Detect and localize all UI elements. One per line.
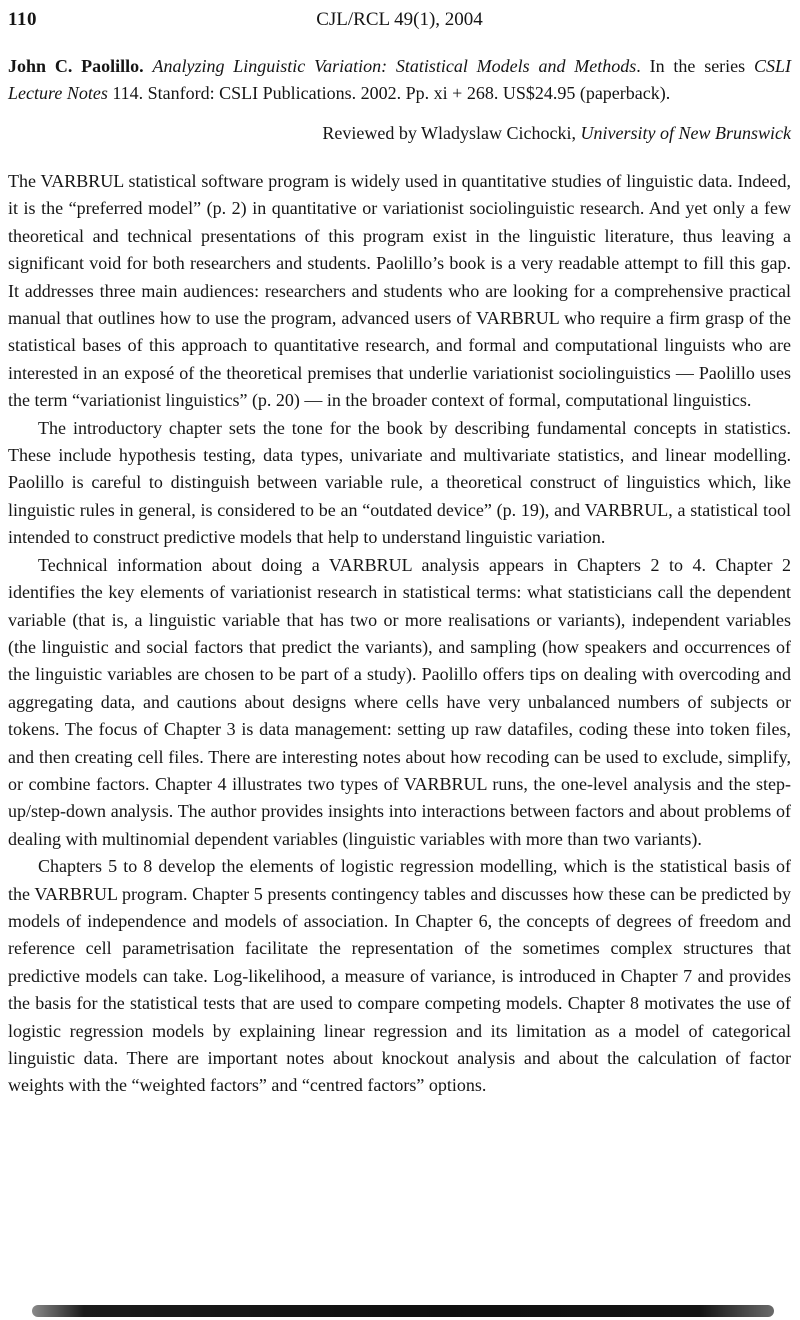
citation-connector: . In the series (636, 56, 754, 76)
review-body (8, 168, 791, 1100)
citation-series: CSLI Lecture Notes (8, 56, 791, 103)
page-number: 110 (8, 9, 37, 30)
book-citation (8, 53, 791, 107)
citation-author: John C. Paolillo. (8, 56, 153, 76)
byline-affiliation: University of New Brunswick (580, 123, 791, 143)
citation-book-title: Analyzing Linguistic Variation: Statistical Models and Methods (152, 56, 637, 76)
review-paragraph: The introductory chapter sets the tone for the book by describing fundamental concepts in statistics. These include hypothesis testing, data types, univariate and multivariate statistics, and linear modelling. Paolillo is careful to distinguish between variable rule, a theoretical construct of linguistics which, like linguistic rules in general, is considered to be an “outdated device” (p. 19), and VARBRUL, a statistical tool intended to construct predictive models that help to understand linguistic variation. (8, 417, 791, 548)
citation-details: 114. Stanford: CSLI Publications. 2002. Pp. xi + 268. US$24.95 (paperback). (107, 83, 671, 103)
running-head (8, 8, 791, 34)
journal-title: CJL/RCL 49(1), 2004 (316, 9, 483, 30)
review-paragraph: Technical information about doing a VARBRUL analysis appears in Chapters 2 to 4. Chapter 2 identifies the key elements of variationist research in statistical terms: what statisticians call the dependent variable (that is, a linguistic variable that has two or more realisations or variants), independent variables (the linguistic and social factors that predict the variants), and sampling (how speakers and occurrences of the linguistic variables are chosen to be part of a study). Paolillo offers tips on dealing with overcoding and aggregating data, and cautions about designs where cells have very unbalanced numbers of subjects or tokens. The focus of Chapter 3 is data management: setting up raw datafiles, coding these into token files, and then creating cell files. There are interesting notes about how recoding can be used to exclude, simplify, or combine factors. Chapter 4 illustrates two types of VARBRUL runs, the one-level analysis and the step-up/step-down analysis. The author provides insights into interactions between factors and about problems of dealing with multinomial dependent variables (linguistic variables with more than two variants). (8, 554, 791, 849)
review-paragraph: The VARBRUL statistical software program is widely used in quantitative studies of linguistic data. Indeed, it is the “preferred model” (p. 2) in quantitative or variationist sociolinguistic research. And yet only a few theoretical and technical presentations of this program exist in the linguistic literature, thus leaving a significant void for both researchers and students. Paolillo’s book is a very readable attempt to fill this gap. It addresses three main audiences: researchers and students who are looking for a comprehensive practical manual that outlines how to use the program, advanced users of VARBRUL who require a firm grasp of the statistical bases of this approach to quantitative research, and formal and computational linguists who are interested in an exposé of the theoretical premises that underlie variationist sociolinguistics — Paolillo uses the term “variationist linguistics” (p. 20) — in the broader context of formal, computational linguistics. (8, 171, 791, 411)
byline-reviewer: Reviewed by Wladyslaw Cichocki, (322, 123, 581, 143)
review-paragraph: Chapters 5 to 8 develop the elements of logistic regression modelling, which is the statistical basis of the VARBRUL program. Chapter 5 presents contingency tables and discusses how these can be predicted by models of independence and models of association. In Chapter 6, the concepts of degrees of freedom and reference cell parametrisation facilitate the representation of the sometimes complex structures that predictive models can take. Log-likelihood, a measure of variance, is introduced in Chapter 7 and provides the basis for the statistical tests that are used to compare competing models. Chapter 8 motivates the use of logistic regression models by explaining linear regression and its limitation as a model of categorical linguistic data. There are important notes about knockout analysis and about the calculation of factor weights with the “weighted factors” and “centred factors” options. (8, 856, 791, 1096)
scan-artifact-bar (32, 1305, 774, 1317)
reviewer-byline (8, 120, 791, 147)
